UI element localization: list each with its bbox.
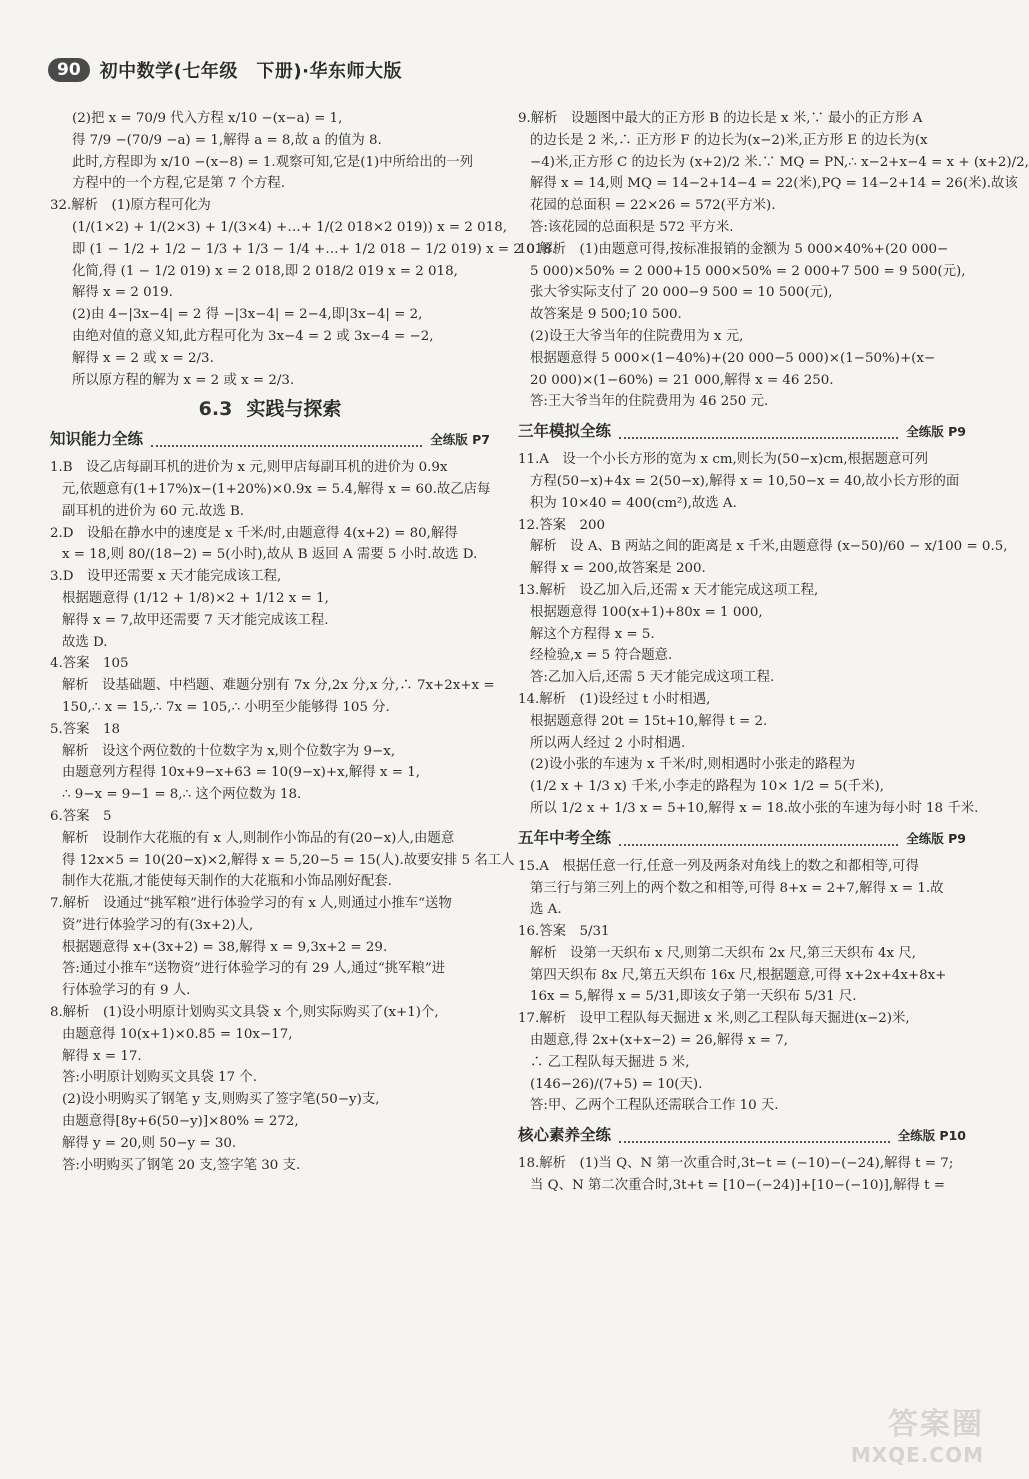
text-line: (146−26)/(7+5) = 10(天). bbox=[530, 1076, 703, 1092]
book-title: 初中数学(七年级 下册)·华东师大版 bbox=[99, 61, 402, 82]
text-line: 2.D 设船在静水中的速度是 x 千米/时,由题意得 4(x+2) = 80,解得 bbox=[50, 525, 458, 541]
text-line: 副耳机的进价为 60 元.故选 B. bbox=[62, 503, 245, 519]
text-line: 3.D 设甲还需要 x 天才能完成该工程, bbox=[50, 569, 282, 585]
text-line: 花园的总面积 = 22×26 = 572(平方米). bbox=[530, 198, 776, 214]
text-line: 张大爷实际支付了 20 000−9 500 = 10 500(元), bbox=[530, 285, 833, 301]
section-number: 6.3 bbox=[198, 398, 233, 421]
text-line: 1.B 设乙店每副耳机的进价为 x 元,则甲店每副耳机的进价为 0.9x bbox=[50, 460, 448, 476]
text-line: 第四天织布 8x 尺,第五天织布 16x 尺,根据题意,可得 x+2x+4x+8x+ bbox=[530, 967, 947, 983]
text-line: 解得 x = 17. bbox=[62, 1048, 142, 1064]
text-line: 行体验学习的有 9 人. bbox=[62, 983, 191, 999]
dotted-divider bbox=[619, 425, 898, 439]
text-line: 解这个方程得 x = 5. bbox=[530, 626, 655, 642]
text-line: 150,∴ x = 15,∴ 7x = 105,∴ 小明至少能够得 105 分. bbox=[62, 699, 390, 715]
text-line: 方程中的一个方程,它是第 7 个方程. bbox=[72, 176, 286, 192]
answers-q1-q8 bbox=[50, 457, 515, 1176]
text-line: x = 18,则 80/(18−2) = 5(小时),故从 B 返回 A 需要 5 小时.故选 D. bbox=[62, 547, 478, 563]
text-line: 答:小明购买了钢笔 20 支,签字笔 30 支. bbox=[62, 1157, 301, 1173]
watermark bbox=[784, 1399, 984, 1469]
text-line: 由绝对值的意义知,此方程可化为 3x−4 = 2 或 3x−4 = −2, bbox=[72, 328, 434, 344]
answers-q31-q32 bbox=[50, 108, 556, 391]
section-bar-title: 五年中考全练 bbox=[518, 828, 612, 847]
text-line: 10.解析 (1)由题意可得,按标准报销的金额为 5 000×40%+(20 000− bbox=[518, 241, 949, 257]
section-bar-page: 全练版 P9 bbox=[906, 424, 966, 440]
text-line: 得 12x×5 = 10(20−x)×2,解得 x = 5,20−5 = 15(人).故要安排 5 名工人 bbox=[62, 852, 515, 868]
text-line: 解得 x = 2 或 x = 2/3. bbox=[72, 350, 214, 366]
text-line: 解得 x = 200,故答案是 200. bbox=[530, 561, 706, 577]
section-bar-page: 全练版 P9 bbox=[906, 830, 966, 846]
dotted-divider bbox=[151, 433, 422, 447]
text-line: 故答案是 9 500;10 500. bbox=[530, 307, 682, 323]
page-number: 90 bbox=[48, 58, 90, 82]
text-line: 根据题意得 x+(3x+2) = 38,解得 x = 9,3x+2 = 29. bbox=[62, 939, 388, 955]
text-line: 的边长是 2 米,∴ 正方形 F 的边长为(x−2)米,正方形 E 的边长为(x bbox=[530, 132, 928, 148]
text-line: 解析 设制作大花瓶的有 x 人,则制作小饰品的有(20−x)人,由题意 bbox=[62, 830, 455, 846]
text-line: 第三行与第三列上的两个数之和相等,可得 8+x = 2+7,解得 x = 1.故 bbox=[530, 880, 944, 896]
text-line: 所以两人经过 2 小时相遇. bbox=[530, 735, 686, 751]
text-line: 4.答案 105 bbox=[50, 656, 129, 672]
text-line: 由题意,得 2x+(x+x−2) = 26,解得 x = 7, bbox=[530, 1033, 789, 1049]
text-line: 经检验,x = 5 符合题意. bbox=[530, 648, 673, 664]
text-line: 15.A 根据任意一行,任意一列及两条对角线上的数之和都相等,可得 bbox=[518, 858, 920, 874]
text-line: (2)由 4−|3x−4| = 2 得 −|3x−4| = 2−4,即|3x−4| = 2, bbox=[72, 307, 423, 323]
text-line: 8.解析 (1)设小明原计划购买文具袋 x 个,则实际购买了(x+1)个, bbox=[50, 1005, 439, 1021]
section-bar-title: 核心素养全练 bbox=[518, 1126, 612, 1145]
section-bar-wunian bbox=[518, 826, 966, 852]
text-line: 由题意列方程得 10x+9−x+63 = 10(9−x)+x,解得 x = 1, bbox=[62, 765, 420, 781]
text-line: 32.解析 (1)原方程可化为 bbox=[50, 198, 211, 214]
text-line: 解析 设第一天织布 x 尺,则第二天织布 2x 尺,第三天织布 4x 尺, bbox=[530, 945, 916, 961]
text-line: 解析 设这个两位数的十位数字为 x,则个位数字为 9−x, bbox=[62, 743, 396, 759]
text-line: 解析 设基础题、中档题、难题分别有 7x 分,2x 分,x 分,∴ 7x+2x+x = bbox=[62, 678, 495, 694]
text-line: 所以原方程的解为 x = 2 或 x = 2/3. bbox=[72, 372, 295, 388]
text-line: (2)把 x = 70/9 代入方程 x/10 −(x−a) = 1, bbox=[72, 111, 343, 126]
text-line: 方程(50−x)+4x = 2(50−x),解得 x = 10,50−x = 40,故小长方形的面 bbox=[530, 473, 960, 489]
section-title bbox=[50, 399, 490, 421]
text-line: 制作大花瓶,才能使每天制作的大花瓶和小饰品刚好配套. bbox=[62, 874, 392, 890]
section-bar-page: 全练版 P7 bbox=[430, 432, 490, 448]
text-line: 答:甲、乙两个工程队还需联合工作 10 天. bbox=[530, 1098, 779, 1114]
dotted-divider bbox=[619, 1129, 890, 1143]
text-line: ∴ 乙工程队每天掘进 5 米, bbox=[530, 1054, 690, 1070]
dotted-divider bbox=[619, 832, 898, 846]
section-bar-title: 三年模拟全练 bbox=[518, 422, 612, 441]
text-line: 17.解析 设甲工程队每天掘进 x 米,则乙工程队每天掘进(x−2)米, bbox=[518, 1011, 910, 1027]
watermark-stamp: 答案圈 bbox=[888, 1407, 984, 1442]
text-line: 化简,得 (1 − 1/2 019) x = 2 018,即 2 018/2 019 x = 2 018, bbox=[72, 263, 458, 279]
section-bar-zhishi bbox=[50, 427, 490, 453]
text-line: 元,依题意有(1+17%)x−(1+20%)×0.9x = 5.4,解得 x = 60.故乙店每 bbox=[62, 481, 491, 497]
text-line: (1/2 x + 1/3 x) 千米,小李走的路程为 10× 1/2 = 5(千米), bbox=[530, 779, 884, 795]
section-bar-hexin bbox=[518, 1123, 966, 1149]
text-line: 解得 y = 20,则 50−y = 30. bbox=[62, 1135, 237, 1151]
text-line: 解得 x = 14,则 MQ = 14−2+14−4 = 22(米),PQ = 14−2+14 = 26(米).故该 bbox=[530, 176, 1018, 192]
text-line: 6.答案 5 bbox=[50, 808, 112, 824]
text-line: 故选 D. bbox=[62, 634, 108, 650]
text-line: 答:王大爷当年的住院费用为 46 250 元. bbox=[530, 394, 769, 410]
text-line: 5.答案 18 bbox=[50, 721, 120, 737]
text-line: 根据题意得 20t = 15t+10,解得 t = 2. bbox=[530, 713, 768, 729]
text-line: 答:乙加入后,还需 5 天才能完成这项工程. bbox=[530, 670, 775, 686]
text-line: 14.解析 (1)设经过 t 小时相遇, bbox=[518, 691, 711, 707]
text-line: (2)设王大爷当年的住院费用为 x 元, bbox=[530, 328, 744, 344]
page-header bbox=[48, 50, 402, 90]
section-name: 实践与探索 bbox=[246, 398, 342, 421]
text-line: 13.解析 设乙加入后,还需 x 天才能完成这项工程, bbox=[518, 582, 819, 598]
answers-q15-q17 bbox=[518, 856, 966, 1118]
text-line: 根据题意得 100(x+1)+80x = 1 000, bbox=[530, 604, 763, 620]
text-line: 5 000)×50% = 2 000+15 000×50% = 2 000+7 500 = 9 500(元), bbox=[530, 263, 966, 279]
text-line: 12.答案 200 bbox=[518, 517, 606, 533]
section-bar-title: 知识能力全练 bbox=[50, 430, 144, 449]
text-line: 答:小明原计划购买文具袋 17 个. bbox=[62, 1070, 258, 1086]
section-bar-page: 全练版 P10 bbox=[897, 1128, 966, 1144]
text-line: (2)设小明购买了钢笔 y 支,则购买了签字笔(50−y)支, bbox=[62, 1092, 380, 1108]
text-line: 解得 x = 7,故甲还需要 7 天才能完成该工程. bbox=[62, 612, 329, 628]
text-line: 18.解析 (1)当 Q、N 第一次重合时,3t−t = (−10)−(−24),解得 t = 7; bbox=[518, 1156, 954, 1172]
text-line: 得 7/9 −(70/9 −a) = 1,解得 a = 8,故 a 的值为 8. bbox=[72, 132, 382, 148]
watermark-url: MXQE.COM bbox=[850, 1443, 984, 1467]
text-line: 答:该花园的总面积是 572 平方米. bbox=[530, 219, 734, 235]
text-line: 答:通过小推车“送物资”进行体验学习的有 29 人,通过“挑军粮”进 bbox=[62, 961, 446, 977]
text-line: ∴ 9−x = 9−1 = 8,∴ 这个两位数为 18. bbox=[62, 787, 302, 803]
text-line: 11.A 设一个小长方形的宽为 x cm,则长为(50−x)cm,根据题意可列 bbox=[518, 452, 929, 468]
text-line: 所以 1/2 x + 1/3 x = 5+10,解得 x = 18.故小张的车速为每小时 18 千米. bbox=[530, 800, 979, 816]
section-bar-sannian bbox=[518, 419, 966, 445]
text-line: 由题意得 10(x+1)×0.85 = 10x−17, bbox=[62, 1026, 293, 1042]
text-line: 资”进行体验学习的有(3x+2)人, bbox=[62, 917, 254, 933]
text-line: 7.解析 设通过“挑军粮”进行体验学习的有 x 人,则通过小推车“送物 bbox=[50, 896, 452, 912]
answers-q9-q10 bbox=[518, 108, 1029, 413]
text-line: 即 (1 − 1/2 + 1/2 − 1/3 + 1/3 − 1/4 +…+ 1/2 018 − 1/2 019) x = 2 018. bbox=[72, 241, 556, 257]
text-line: (1/(1×2) + 1/(2×3) + 1/(3×4) +…+ 1/(2 018×2 019)) x = 2 018, bbox=[72, 219, 507, 235]
text-line: 16x = 5,解得 x = 5/31,即该女子第一天织布 5/31 尺. bbox=[530, 989, 857, 1005]
text-line: 解得 x = 2 019. bbox=[72, 285, 173, 301]
text-line: 此时,方程即为 x/10 −(x−8) = 1.观察可知,它是(1)中所给出的一列 bbox=[72, 154, 473, 170]
text-line: (2)设小张的车速为 x 千米/时,则相遇时小张走的路程为 bbox=[530, 757, 856, 773]
text-line: 当 Q、N 第二次重合时,3t+t = [10−(−24)]+[10−(−10)],解得 t = bbox=[530, 1178, 946, 1194]
text-line: 9.解析 设题图中最大的正方形 B 的边长是 x 米,∵ 最小的正方形 A bbox=[518, 111, 923, 126]
text-line: 选 A. bbox=[530, 902, 562, 918]
answers-q11-q14 bbox=[518, 449, 1008, 820]
text-line: 解析 设 A、B 两站之间的距离是 x 千米,由题意得 (x−50)/60 − x/100 = 0.5, bbox=[530, 539, 1008, 555]
text-line: 16.答案 5/31 bbox=[518, 924, 610, 940]
text-line: 20 000)×(1−60%) = 21 000,解得 x = 46 250. bbox=[530, 372, 834, 388]
text-line: 由题意得[8y+6(50−y)]×80% = 272, bbox=[62, 1114, 299, 1130]
text-line: 积为 10×40 = 400(cm²),故选 A. bbox=[530, 495, 737, 511]
right-column bbox=[518, 108, 1029, 1197]
text-line: 根据题意得 (1/12 + 1/8)×2 + 1/12 x = 1, bbox=[62, 590, 329, 606]
answers-q18 bbox=[518, 1153, 966, 1197]
text-line: 根据题意得 5 000×(1−40%)+(20 000−5 000)×(1−50%)+(x− bbox=[530, 350, 936, 366]
text-line: −4)米,正方形 C 的边长为 (x+2)/2 米.∵ MQ = PN,∴ x−2+x−4 = x + (x+2)/2, bbox=[530, 154, 1029, 170]
